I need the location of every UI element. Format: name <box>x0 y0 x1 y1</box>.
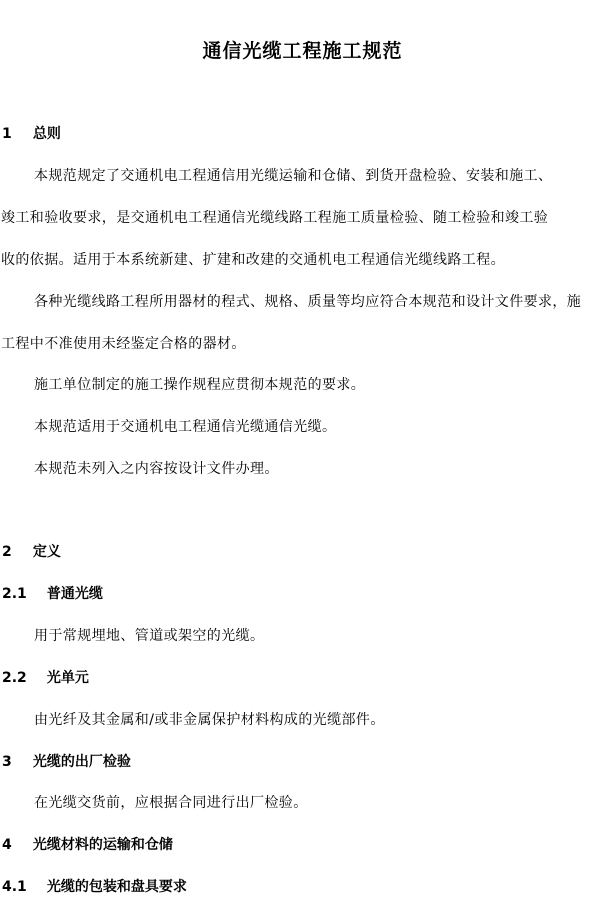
section-title: 总则 <box>32 126 61 142</box>
section-title: 光缆的包装和盘具要求 <box>46 879 187 895</box>
section-number: 1 <box>2 126 12 142</box>
section-title: 普通光缆 <box>46 586 103 602</box>
paragraph-line: 收的依据。适用于本系统新建、扩建和改建的交通机电工程通信光缆线路工程。 <box>1 252 505 268</box>
section-1-heading <box>2 124 61 144</box>
paragraph-line: 本规范规定了交通机电工程通信用光缆运输和仓储、到货开盘检验、安装和施工、 <box>34 168 553 184</box>
paragraph-line: 各种光缆线路工程所用器材的程式、规格、质量等均应符合本规范和设计文件要求，施 <box>34 294 582 310</box>
paragraph-line: 竣工和验收要求，是交通机电工程通信光缆线路工程施工质量检验、随工检验和竣工验 <box>1 210 549 226</box>
paragraph-line: 本规范适用于交通机电工程通信光缆通信光缆。 <box>34 419 337 435</box>
section-3-heading <box>2 752 131 772</box>
section-number: 2.1 <box>2 586 27 602</box>
paragraph-line: 工程中不准使用未经鉴定合格的器材。 <box>1 336 246 352</box>
section-2-2-heading <box>2 668 89 688</box>
section-title: 定义 <box>32 544 61 560</box>
paragraph-line: 施工单位制定的施工操作规程应贯彻本规范的要求。 <box>34 377 366 393</box>
section-4-heading <box>2 835 173 855</box>
paragraph-line: 由光纤及其金属和/或非金属保护材料构成的光缆部件。 <box>34 712 385 728</box>
section-number: 4 <box>2 837 12 853</box>
section-2-1-heading <box>2 584 103 604</box>
section-2-heading <box>2 542 61 562</box>
paragraph-line: 用于常规埋地、管道或架空的光缆。 <box>34 628 265 644</box>
section-4-1-heading <box>2 877 187 897</box>
paragraph-line: 在光缆交货前，应根据合同进行出厂检验。 <box>34 795 308 811</box>
section-number: 4.1 <box>2 879 27 895</box>
section-title: 光单元 <box>46 670 89 686</box>
paragraph-line: 本规范未列入之内容按设计文件办理。 <box>34 461 279 477</box>
section-number: 2 <box>2 544 12 560</box>
section-number: 3 <box>2 754 12 770</box>
section-number: 2.2 <box>2 670 27 686</box>
document-title: 通信光缆工程施工规范 <box>202 40 403 62</box>
section-title: 光缆材料的运输和仓储 <box>32 837 173 853</box>
section-title: 光缆的出厂检验 <box>32 754 131 770</box>
